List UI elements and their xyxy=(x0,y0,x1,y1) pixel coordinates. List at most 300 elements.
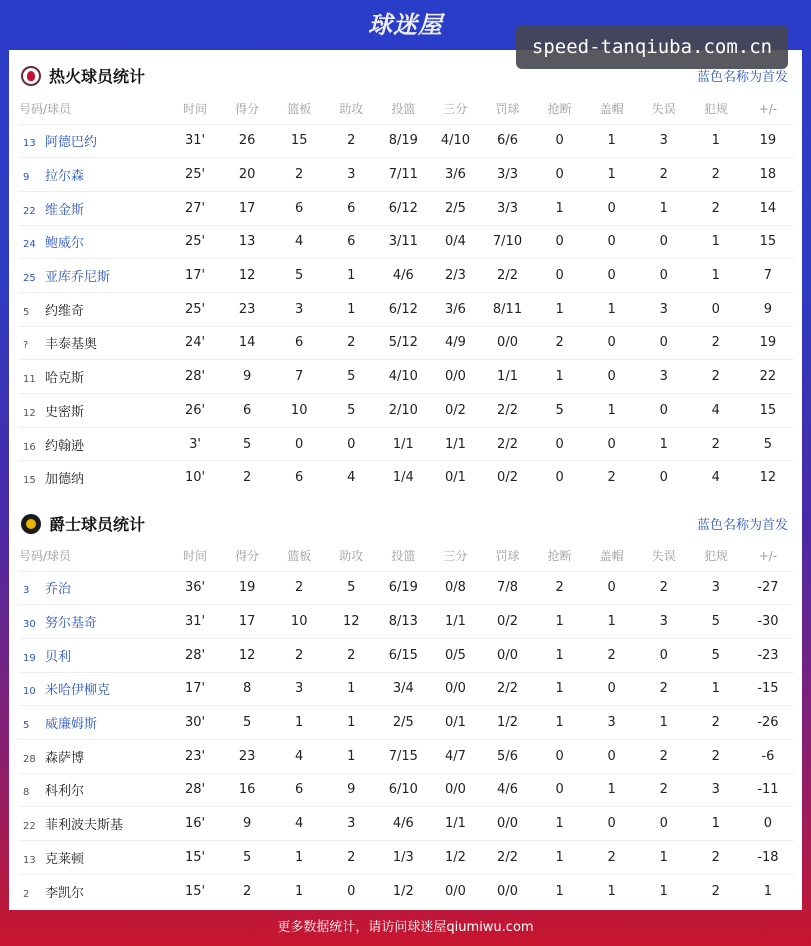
stat-cell: 7/11 xyxy=(377,158,429,192)
stat-cell: 0 xyxy=(586,191,638,225)
player-cell xyxy=(19,292,169,326)
stat-cell: 4 xyxy=(273,225,325,259)
stat-cell: 0/1 xyxy=(429,461,481,495)
stat-cell: 3 xyxy=(586,706,638,740)
player-number: 10 xyxy=(23,686,36,698)
column-header: 号码/球员 xyxy=(19,549,72,564)
stat-cell: 3' xyxy=(169,427,221,461)
stat-cell: 0 xyxy=(325,874,377,908)
stat-cell: 0 xyxy=(325,427,377,461)
stat-cell: 6/12 xyxy=(377,292,429,326)
stat-cell: 1 xyxy=(534,706,586,740)
column-header: 篮板 xyxy=(287,102,312,117)
stat-cell: 1 xyxy=(534,292,586,326)
player-name: 科利尔 xyxy=(45,784,85,800)
stat-cell: 2 xyxy=(325,326,377,360)
column-header: 罚球 xyxy=(495,102,520,117)
stat-cell: 1 xyxy=(586,124,638,158)
stat-cell: 6 xyxy=(273,191,325,225)
column-header: 号码/球员 xyxy=(19,102,72,117)
player-cell xyxy=(19,461,169,495)
player-cell xyxy=(19,259,169,293)
stat-cell: 2 xyxy=(221,874,273,908)
column-header: +/- xyxy=(758,548,778,563)
table-row xyxy=(19,571,794,605)
player-cell xyxy=(19,326,169,360)
stats-card xyxy=(9,50,802,910)
player-number: ? xyxy=(23,340,29,352)
player-cell xyxy=(19,158,169,192)
player-cell xyxy=(19,225,169,259)
stat-cell: 5 xyxy=(325,571,377,605)
stat-cell: 0 xyxy=(534,461,586,495)
stat-cell: 26' xyxy=(169,394,221,428)
player-cell xyxy=(19,427,169,461)
stat-cell: 6 xyxy=(325,225,377,259)
stat-cell: 25' xyxy=(169,158,221,192)
stat-cell: 8/13 xyxy=(377,605,429,639)
stat-cell: 17' xyxy=(169,259,221,293)
stat-cell: 2 xyxy=(638,773,690,807)
column-header: 三分 xyxy=(443,549,468,564)
player-number: 24 xyxy=(23,239,36,251)
stat-cell: 5 xyxy=(325,360,377,394)
player-number: 2 xyxy=(23,888,30,900)
stat-cell: 14 xyxy=(221,326,273,360)
player-cell xyxy=(19,191,169,225)
player-cell xyxy=(19,874,169,908)
stat-cell: 13 xyxy=(221,225,273,259)
stat-cell: 0 xyxy=(638,225,690,259)
stat-cell: 0 xyxy=(534,259,586,293)
stat-cell: 0 xyxy=(690,292,742,326)
player-name: 菲利波夫斯基 xyxy=(45,818,124,834)
stat-cell: 2 xyxy=(638,739,690,773)
starter-note-heat: 蓝色名称为首发 xyxy=(696,70,788,85)
player-name[interactable]: 亚库乔尼斯 xyxy=(45,270,111,286)
stat-cell: 2 xyxy=(586,638,638,672)
stat-cell: 12 xyxy=(325,605,377,639)
stat-cell: 28' xyxy=(169,638,221,672)
stat-cell: 4 xyxy=(273,739,325,773)
stat-cell: 2/3 xyxy=(429,259,481,293)
stat-cell: 5/12 xyxy=(377,326,429,360)
stat-cell: 17 xyxy=(221,191,273,225)
column-header: 失误 xyxy=(651,102,676,117)
stat-cell: 2 xyxy=(690,191,742,225)
stat-cell: 1 xyxy=(690,807,742,841)
stat-cell: 3 xyxy=(273,672,325,706)
player-number: 28 xyxy=(23,753,36,765)
table-row xyxy=(19,706,794,740)
stat-cell: 9 xyxy=(742,292,794,326)
player-number: 5 xyxy=(23,306,30,318)
stat-cell: 23 xyxy=(221,292,273,326)
stat-cell: 7 xyxy=(742,259,794,293)
stat-cell: 23 xyxy=(221,739,273,773)
stat-cell: 2 xyxy=(325,841,377,875)
stat-cell: 2/10 xyxy=(377,394,429,428)
stat-cell: 0/8 xyxy=(429,571,481,605)
stat-cell: 1/4 xyxy=(377,461,429,495)
watermark-url: speed-tanqiuba.com.cn xyxy=(516,25,788,69)
stat-cell: 23' xyxy=(169,739,221,773)
stat-cell: 2 xyxy=(690,874,742,908)
stat-cell: 1 xyxy=(534,191,586,225)
column-header: 犯规 xyxy=(703,549,728,564)
stat-cell: -15 xyxy=(742,672,794,706)
column-header: 得分 xyxy=(235,549,260,564)
stat-cell: 6/10 xyxy=(377,773,429,807)
player-name[interactable]: 威廉姆斯 xyxy=(45,717,98,733)
table-row xyxy=(19,739,794,773)
stat-cell: 2 xyxy=(273,571,325,605)
stat-cell: 3 xyxy=(638,360,690,394)
stat-cell: 0 xyxy=(638,807,690,841)
stat-cell: 0/1 xyxy=(429,706,481,740)
stat-cell: 15' xyxy=(169,874,221,908)
stat-cell: 4/10 xyxy=(377,360,429,394)
stat-cell: 1/3 xyxy=(377,841,429,875)
stat-cell: 0 xyxy=(638,638,690,672)
stat-cell: 1 xyxy=(325,739,377,773)
stat-cell: 2/2 xyxy=(481,427,533,461)
stat-cell: 3 xyxy=(325,807,377,841)
table-row xyxy=(19,874,794,908)
player-name[interactable]: 乔治 xyxy=(45,582,72,598)
stat-cell: -27 xyxy=(742,571,794,605)
player-cell xyxy=(19,638,169,672)
stat-cell: 2 xyxy=(690,706,742,740)
stat-cell: 19 xyxy=(742,124,794,158)
stat-cell: 1/1 xyxy=(429,605,481,639)
stat-cell: 0/0 xyxy=(429,773,481,807)
stat-cell: -30 xyxy=(742,605,794,639)
stat-cell: 0 xyxy=(586,259,638,293)
stat-cell: -6 xyxy=(742,739,794,773)
stat-cell: 28' xyxy=(169,773,221,807)
stat-cell: 6 xyxy=(273,326,325,360)
stat-cell: 9 xyxy=(325,773,377,807)
player-number: 9 xyxy=(23,172,30,184)
stat-cell: 1 xyxy=(586,394,638,428)
player-number: 13 xyxy=(23,138,36,150)
stat-cell: 0 xyxy=(586,739,638,773)
stat-cell: 8/19 xyxy=(377,124,429,158)
player-name[interactable]: 鲍威尔 xyxy=(45,236,85,252)
stat-cell: 3/3 xyxy=(481,158,533,192)
stat-cell: 14 xyxy=(742,191,794,225)
player-number: 8 xyxy=(23,787,30,799)
stat-cell: 7/15 xyxy=(377,739,429,773)
stat-cell: 0 xyxy=(586,807,638,841)
stat-cell: 0 xyxy=(534,773,586,807)
stat-cell: 12 xyxy=(221,638,273,672)
stat-cell: 0 xyxy=(638,259,690,293)
stat-cell: 1 xyxy=(742,874,794,908)
stat-cell: 7/8 xyxy=(481,571,533,605)
table-row xyxy=(19,427,794,461)
player-number: 22 xyxy=(23,821,36,833)
stat-cell: 0/0 xyxy=(429,672,481,706)
column-header: 投篮 xyxy=(391,102,416,117)
stat-cell: 5/6 xyxy=(481,739,533,773)
player-number: 5 xyxy=(23,720,30,732)
player-cell xyxy=(19,360,169,394)
stat-cell: 0/0 xyxy=(481,326,533,360)
stat-cell: 0 xyxy=(638,394,690,428)
stat-cell: 3/11 xyxy=(377,225,429,259)
table-row xyxy=(19,841,794,875)
player-name[interactable]: 贝利 xyxy=(45,649,72,665)
stat-cell: 0/2 xyxy=(429,394,481,428)
stat-cell: 9 xyxy=(221,807,273,841)
player-cell xyxy=(19,706,169,740)
stat-cell: 15' xyxy=(169,841,221,875)
stat-cell: 8/11 xyxy=(481,292,533,326)
stat-cell: -26 xyxy=(742,706,794,740)
stat-cell: 9 xyxy=(221,360,273,394)
stat-cell: 2 xyxy=(534,326,586,360)
stat-cell: 2/2 xyxy=(481,841,533,875)
stat-cell: 10 xyxy=(273,605,325,639)
player-cell xyxy=(19,124,169,158)
stat-cell: 2 xyxy=(690,427,742,461)
player-number: 15 xyxy=(23,475,36,487)
stat-cell: 2 xyxy=(586,461,638,495)
stat-cell: 5 xyxy=(221,706,273,740)
stat-cell: 31' xyxy=(169,124,221,158)
stat-cell: 6/6 xyxy=(481,124,533,158)
stat-cell: 1/1 xyxy=(429,427,481,461)
stat-cell: 2 xyxy=(638,158,690,192)
stat-cell: 3 xyxy=(638,605,690,639)
stat-cell: 2/2 xyxy=(481,394,533,428)
player-cell xyxy=(19,571,169,605)
stat-cell: 3/3 xyxy=(481,191,533,225)
player-name[interactable]: 努尔基奇 xyxy=(45,616,98,632)
stat-cell: 1/2 xyxy=(481,706,533,740)
stat-cell: 3/6 xyxy=(429,292,481,326)
stat-cell: 0 xyxy=(638,326,690,360)
column-header: 时间 xyxy=(183,102,208,117)
stat-cell: 1 xyxy=(638,874,690,908)
stat-cell: 1 xyxy=(586,874,638,908)
stat-cell: 3 xyxy=(638,124,690,158)
player-name[interactable]: 维金斯 xyxy=(45,202,85,218)
stat-cell: 1 xyxy=(273,874,325,908)
stat-cell: 1 xyxy=(534,605,586,639)
player-number: 3 xyxy=(23,585,30,597)
stat-cell: 2 xyxy=(690,326,742,360)
player-cell xyxy=(19,807,169,841)
stat-cell: 3 xyxy=(325,158,377,192)
stat-cell: 6 xyxy=(221,394,273,428)
stat-cell: 1 xyxy=(325,706,377,740)
stat-cell: 1 xyxy=(690,672,742,706)
stat-cell: 0/0 xyxy=(481,807,533,841)
table-row xyxy=(19,259,794,293)
stat-cell: 0/0 xyxy=(481,874,533,908)
stat-cell: 19 xyxy=(221,571,273,605)
stat-cell: 7/10 xyxy=(481,225,533,259)
stat-cell: 2/5 xyxy=(377,706,429,740)
table-row xyxy=(19,461,794,495)
column-header: 盖帽 xyxy=(599,549,624,564)
stat-cell: 18 xyxy=(742,158,794,192)
column-header: 得分 xyxy=(235,102,260,117)
player-number: 25 xyxy=(23,273,36,285)
stat-cell: 1 xyxy=(534,841,586,875)
stat-cell: 1 xyxy=(690,259,742,293)
table-row xyxy=(19,638,794,672)
stat-cell: 1/1 xyxy=(377,427,429,461)
stat-cell: 4 xyxy=(690,394,742,428)
stat-cell: 24' xyxy=(169,326,221,360)
stat-cell: 6/12 xyxy=(377,191,429,225)
stat-cell: 2 xyxy=(221,461,273,495)
player-number: 13 xyxy=(23,854,36,866)
player-name: 约维奇 xyxy=(45,303,85,319)
table-row xyxy=(19,225,794,259)
stat-cell: 1 xyxy=(586,158,638,192)
stat-cell: 1 xyxy=(325,292,377,326)
player-name[interactable]: 拉尔森 xyxy=(45,169,85,185)
stat-cell: -11 xyxy=(742,773,794,807)
table-row xyxy=(19,807,794,841)
stat-cell: 8 xyxy=(221,672,273,706)
stat-cell: 4 xyxy=(325,461,377,495)
stat-cell: 36' xyxy=(169,571,221,605)
stat-cell: 3 xyxy=(638,292,690,326)
stat-cell: 17' xyxy=(169,672,221,706)
stat-cell: 0 xyxy=(586,326,638,360)
stat-cell: 2 xyxy=(325,638,377,672)
player-number: 16 xyxy=(23,441,36,453)
stat-cell: 5 xyxy=(690,605,742,639)
stat-cell: 1 xyxy=(534,360,586,394)
stat-cell: 12 xyxy=(742,461,794,495)
stat-cell: 2 xyxy=(690,360,742,394)
stat-cell: 2 xyxy=(690,158,742,192)
stat-cell: 2/5 xyxy=(429,191,481,225)
player-name: 丰泰基奥 xyxy=(45,337,98,353)
starter-note-jazz: 蓝色名称为首发 xyxy=(696,518,788,533)
stat-cell: 12 xyxy=(221,259,273,293)
stat-cell: 1/2 xyxy=(377,874,429,908)
table-row xyxy=(19,360,794,394)
stat-cell: 0 xyxy=(586,360,638,394)
stat-cell: 2 xyxy=(690,841,742,875)
stat-cell: 17 xyxy=(221,605,273,639)
stat-cell: 1 xyxy=(534,807,586,841)
stat-cell: 2 xyxy=(273,158,325,192)
stat-cell: 4/7 xyxy=(429,739,481,773)
stat-cell: 1 xyxy=(690,124,742,158)
column-header: 助攻 xyxy=(339,102,364,117)
stat-cell: 1 xyxy=(638,706,690,740)
column-header: 篮板 xyxy=(287,549,312,564)
stat-cell: 4/6 xyxy=(377,807,429,841)
stat-cell: 0 xyxy=(534,124,586,158)
heat-logo-icon xyxy=(21,66,41,86)
stat-cell: 6/19 xyxy=(377,571,429,605)
stat-cell: 0 xyxy=(534,739,586,773)
stat-cell: 0 xyxy=(742,807,794,841)
stat-cell: 1 xyxy=(586,605,638,639)
table-row xyxy=(19,773,794,807)
stat-cell: 2 xyxy=(638,571,690,605)
stats-table-heat xyxy=(19,94,794,495)
stat-cell: 2/2 xyxy=(481,672,533,706)
stat-cell: 15 xyxy=(742,394,794,428)
player-number: 30 xyxy=(23,619,36,631)
stat-cell: 5 xyxy=(690,638,742,672)
brand-logo: 球迷屋 xyxy=(368,11,443,39)
stat-cell: 1 xyxy=(638,191,690,225)
stats-table-jazz xyxy=(19,541,794,908)
player-name: 哈克斯 xyxy=(45,371,85,387)
stat-cell: 0 xyxy=(586,571,638,605)
stat-cell: 3 xyxy=(690,773,742,807)
stat-cell: 1 xyxy=(273,841,325,875)
stat-cell: 0/5 xyxy=(429,638,481,672)
stat-cell: 0/2 xyxy=(481,605,533,639)
player-cell xyxy=(19,394,169,428)
column-header: 助攻 xyxy=(339,549,364,564)
stat-cell: 1 xyxy=(534,638,586,672)
player-name[interactable]: 米哈伊柳克 xyxy=(45,683,111,699)
player-cell xyxy=(19,773,169,807)
player-name: 史密斯 xyxy=(45,404,85,420)
player-name: 加德纳 xyxy=(45,472,85,488)
stat-cell: 15 xyxy=(273,124,325,158)
stat-cell: 0 xyxy=(273,427,325,461)
stat-cell: 5 xyxy=(221,841,273,875)
column-header: 抢断 xyxy=(547,549,572,564)
player-number: 19 xyxy=(23,652,36,664)
player-name[interactable]: 阿德巴约 xyxy=(45,135,98,151)
stat-cell: 0/0 xyxy=(481,638,533,672)
stat-cell: 5 xyxy=(273,259,325,293)
column-header: 罚球 xyxy=(495,549,520,564)
stat-cell: 3 xyxy=(273,292,325,326)
stat-cell: 4/9 xyxy=(429,326,481,360)
stat-cell: 4/10 xyxy=(429,124,481,158)
player-cell xyxy=(19,841,169,875)
stat-cell: 20 xyxy=(221,158,273,192)
table-row xyxy=(19,158,794,192)
column-header: 抢断 xyxy=(547,102,572,117)
player-name: 李凯尔 xyxy=(45,885,85,901)
stat-cell: -18 xyxy=(742,841,794,875)
stat-cell: 27' xyxy=(169,191,221,225)
stat-cell: 16 xyxy=(221,773,273,807)
stat-cell: 1 xyxy=(273,706,325,740)
stat-cell: 3/4 xyxy=(377,672,429,706)
stat-cell: 2 xyxy=(273,638,325,672)
stat-cell: 0/4 xyxy=(429,225,481,259)
stat-cell: 19 xyxy=(742,326,794,360)
stat-cell: 5 xyxy=(742,427,794,461)
column-header: 犯规 xyxy=(703,102,728,117)
footer-text: 更多数据统计，请访问球迷屋qiumiwu.com xyxy=(277,920,534,935)
stat-cell: 2 xyxy=(638,672,690,706)
player-cell xyxy=(19,739,169,773)
player-cell xyxy=(19,605,169,639)
stat-cell: 7 xyxy=(273,360,325,394)
column-header: 三分 xyxy=(443,102,468,117)
